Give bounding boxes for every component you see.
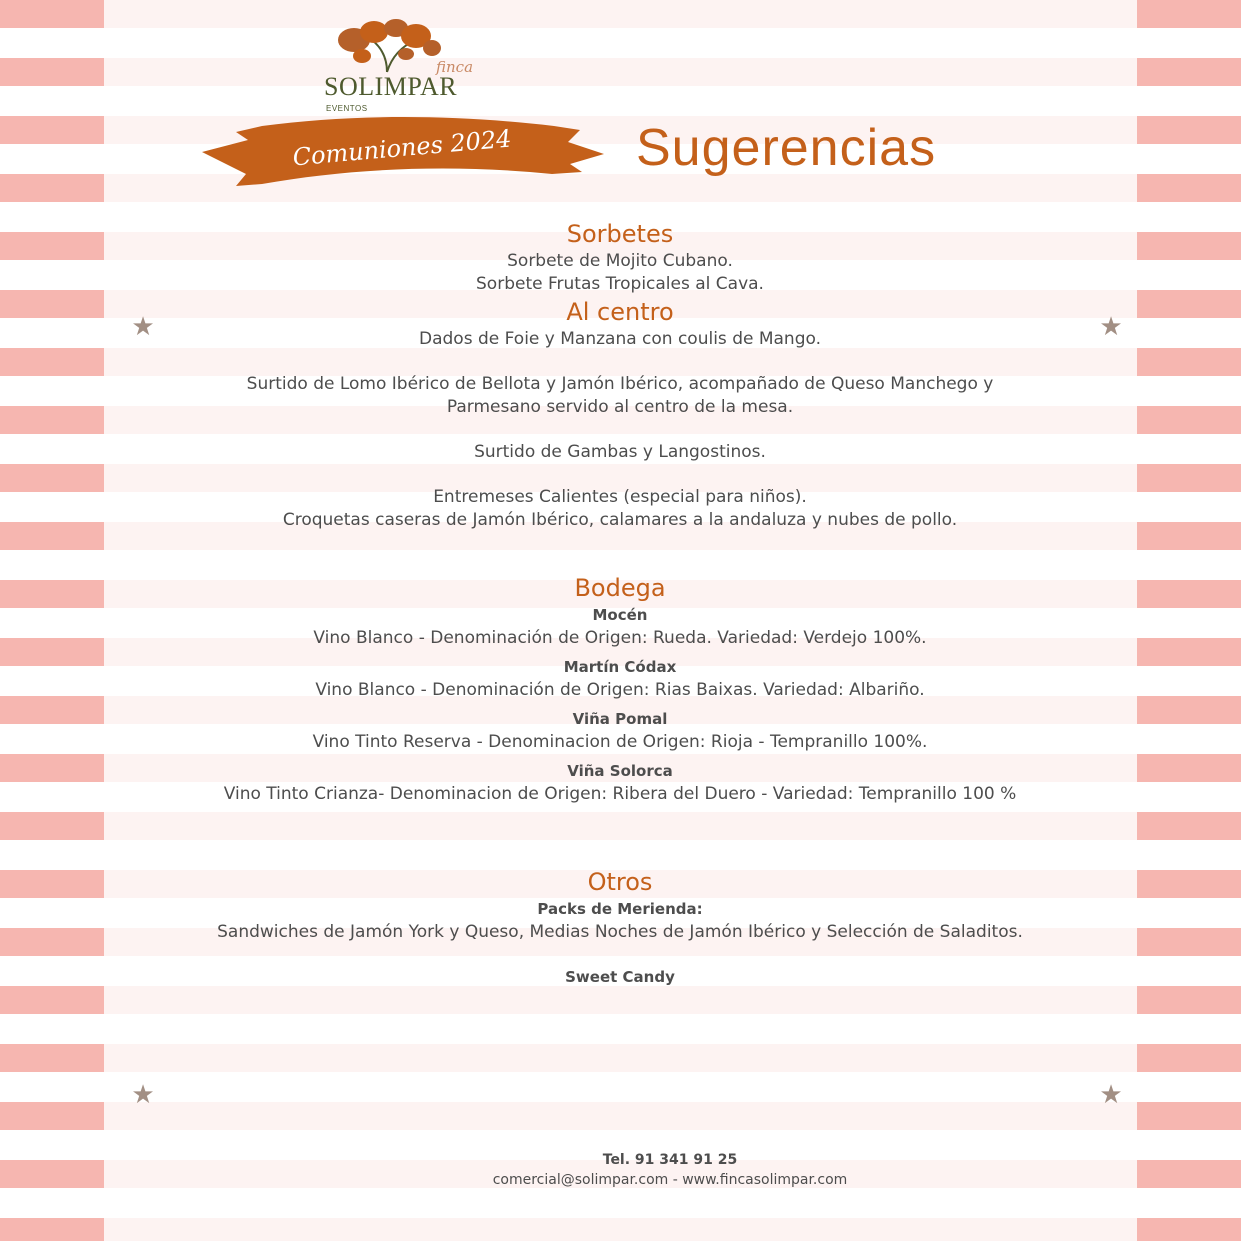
menu-item: Dados de Foie y Manzana con coulis de Mango. bbox=[419, 329, 821, 349]
menu-item: Entremeses Calientes (especial para niños). bbox=[433, 487, 807, 507]
wine-name: Viña Pomal bbox=[572, 710, 668, 728]
menu-item: Parmesano servido al centro de la mesa. bbox=[446, 397, 794, 417]
left-stripe-border bbox=[0, 0, 104, 1241]
menu-item: Sorbete Frutas Tropicales al Cava. bbox=[476, 274, 764, 294]
wine-desc: Vino Tinto Reserva - Denominacion de Origen: Rioja - Tempranillo 100%. bbox=[312, 732, 928, 752]
section-heading-centro: Al centro bbox=[566, 298, 674, 326]
menu-item: Sorbete de Mojito Cubano. bbox=[507, 251, 733, 271]
star-icon: ★ bbox=[1099, 312, 1123, 342]
brand-logo bbox=[322, 18, 474, 113]
menu-item: Surtido de Lomo Ibérico de Bellota y Jamón Ibérico, acompañado de Queso Manchego y bbox=[246, 374, 994, 394]
star-icon: ★ bbox=[131, 312, 155, 342]
sweet-candy: Sweet Candy bbox=[565, 968, 675, 986]
wine-desc: Vino Blanco - Denominación de Origen: Rias Baixas. Variedad: Albariño. bbox=[315, 680, 925, 700]
section-heading-sorbetes: Sorbetes bbox=[566, 220, 674, 248]
banner-text: Comuniones 2024 bbox=[291, 124, 513, 172]
section-heading-bodega: Bodega bbox=[574, 574, 666, 602]
wine-desc: Vino Blanco - Denominación de Origen: Rueda. Variedad: Verdejo 100%. bbox=[313, 628, 927, 648]
brand-name: SOLIMPAR bbox=[324, 72, 458, 101]
packs-title: Packs de Merienda: bbox=[537, 900, 703, 918]
wine-desc: Vino Tinto Crianza- Denominacion de Origen: Ribera del Duero - Variedad: Tempranillo 100 % bbox=[223, 784, 1017, 804]
star-icon: ★ bbox=[131, 1080, 155, 1110]
menu-item: Croquetas caseras de Jamón Ibérico, calamares a la andaluza y nubes de pollo. bbox=[282, 510, 958, 530]
leaves-icon bbox=[332, 18, 442, 74]
menu-content bbox=[140, 218, 1100, 989]
footer-contact: comercial@solimpar.com - www.fincasolimpar.com bbox=[492, 1172, 848, 1188]
star-icon: ★ bbox=[1099, 1080, 1123, 1110]
wine-name: Viña Solorca bbox=[567, 762, 673, 780]
menu-item: Surtido de Gambas y Langostinos. bbox=[474, 442, 766, 462]
footer-phone: Tel. 91 341 91 25 bbox=[602, 1152, 738, 1168]
brand-sub: EVENTOS bbox=[326, 104, 368, 113]
wine-name: Martín Códax bbox=[563, 658, 677, 676]
right-stripe-border bbox=[1137, 0, 1241, 1241]
section-heading-otros: Otros bbox=[587, 868, 653, 896]
event-banner bbox=[202, 112, 604, 196]
page-title: Sugerencias bbox=[636, 119, 937, 177]
packs-desc: Sandwiches de Jamón York y Queso, Medias Noches de Jamón Ibérico y Selección de Saladitos. bbox=[217, 922, 1023, 942]
wine-name: Mocén bbox=[592, 606, 648, 624]
brand-finca: finca bbox=[436, 58, 474, 76]
footer bbox=[340, 1150, 1000, 1190]
